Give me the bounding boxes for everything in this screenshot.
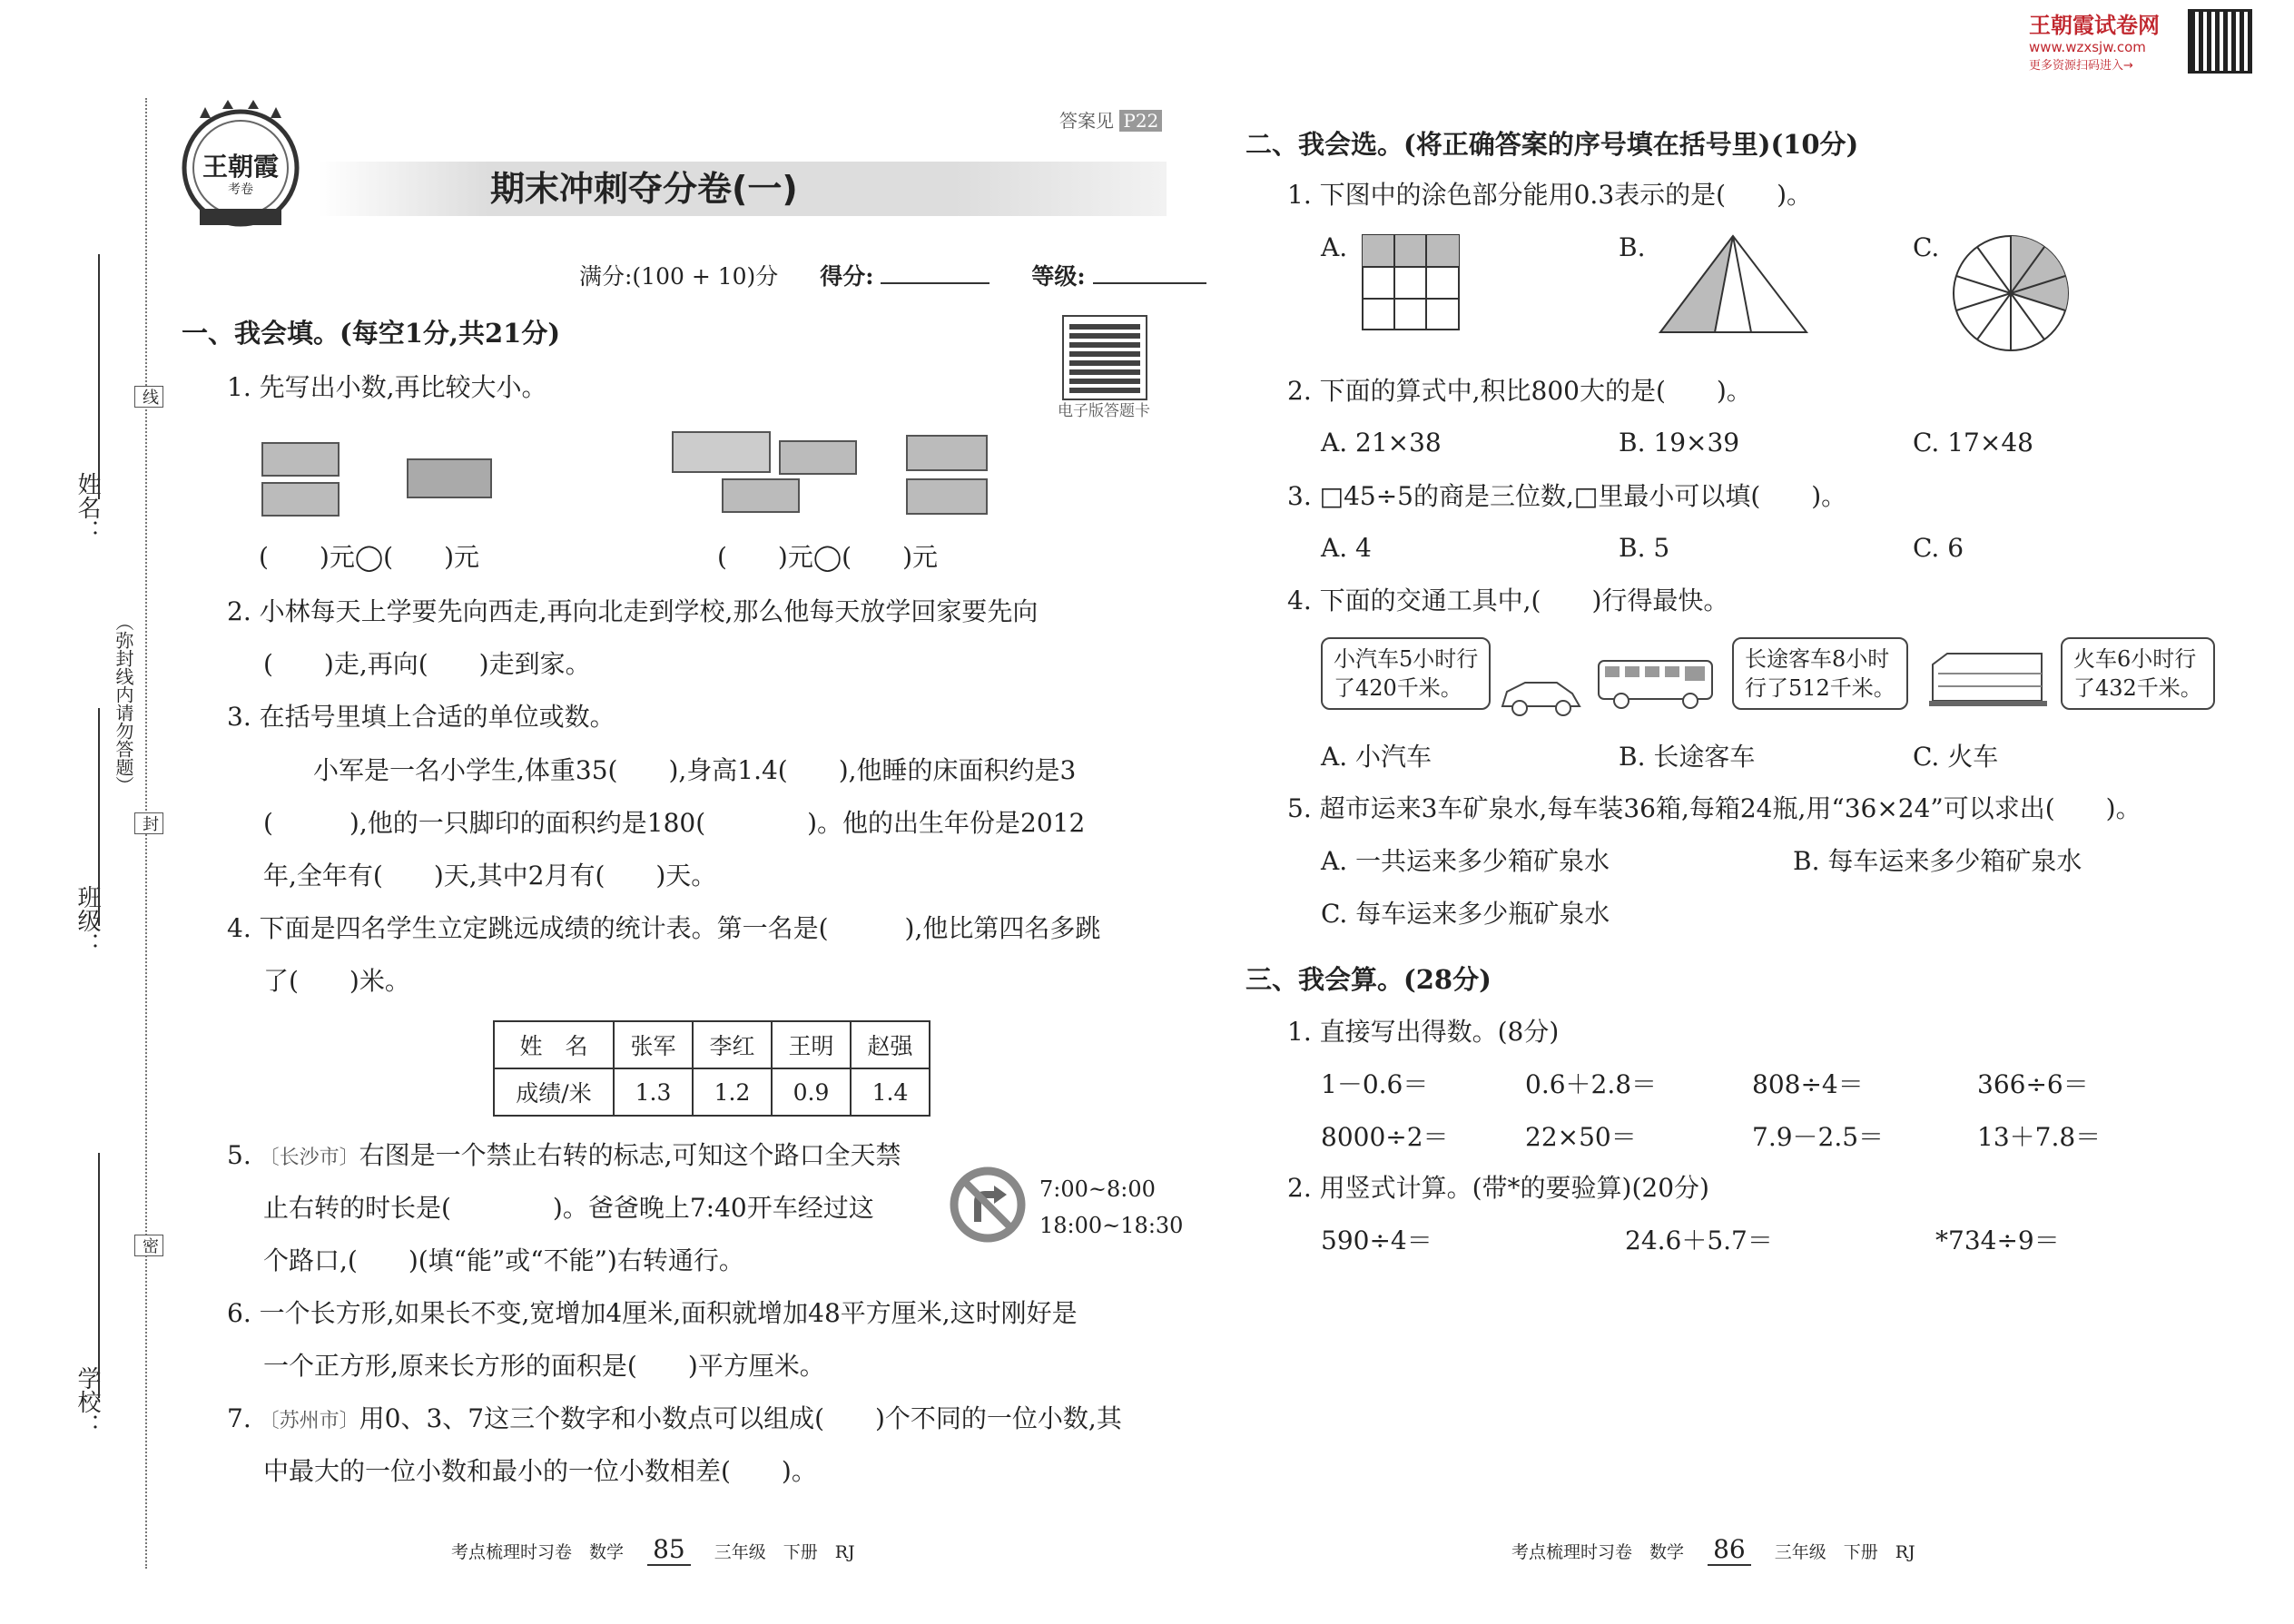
banknote-icon (261, 442, 340, 477)
q2-line2[interactable]: ( )走,再向( )走到家。 (263, 649, 591, 679)
sign-time-1: 7:00~8:00 (1039, 1176, 1156, 1202)
pie-figure (1952, 234, 2070, 356)
score-label: 得分: (820, 263, 874, 290)
banknote-icon (261, 482, 340, 517)
q7-region-tag: 〔苏州市〕 (259, 1410, 359, 1432)
section-2-title: 二、我会选。(将正确答案的序号填在括号里)(10分) (1245, 129, 1859, 160)
name-label: 姓名： (74, 472, 101, 543)
grade-blank[interactable] (1093, 282, 1206, 284)
q5-line2[interactable]: 止右转的时长是( )。爸爸晚上7:40开车经过这 (263, 1193, 874, 1223)
q2-line1: 2. 小林每天上学要先向西走,再向北走到学校,那么他每天放学回家要先向 (227, 596, 1039, 626)
table-cell: 1.2 (693, 1068, 772, 1116)
score-blank[interactable] (881, 282, 989, 284)
c5-opt-c[interactable]: C. 每车运来多少瓶矿泉水 (1321, 899, 1610, 929)
k1-item[interactable]: 0.6＋2.8＝ (1525, 1069, 1658, 1099)
grade-label: 等级: (1031, 263, 1086, 290)
footer-left-page: 85 (647, 1534, 691, 1566)
footer-left (451, 1534, 855, 1568)
train-card-line1: 火车6小时行 (2073, 646, 2197, 672)
k1-item[interactable]: 8000÷2＝ (1321, 1122, 1449, 1152)
c4-text[interactable]: 4. 下面的交通工具中,( )行得最快。 (1287, 586, 1729, 615)
c1-text[interactable]: 1. 下图中的涂色部分能用0.3表示的是( )。 (1287, 180, 1812, 210)
page-title: 期末冲刺夺分卷(一) (490, 169, 798, 209)
c4-opt-b[interactable]: B. 长途客车 (1619, 742, 1756, 772)
q5-line3[interactable]: 个路口,( )(填“能”或“不能”)右转通行。 (263, 1245, 744, 1275)
table-row (494, 1068, 930, 1116)
footer-left-series: 考点梳理时习卷 数学 (451, 1542, 625, 1562)
k1-item[interactable]: 366÷6＝ (1977, 1069, 2089, 1099)
q7-line2[interactable]: 中最大的一位小数和最小的一位小数相差( )。 (263, 1456, 817, 1486)
brand-name: 王朝霞 (202, 152, 279, 182)
table-cell: 1.3 (614, 1068, 693, 1116)
q3-line1[interactable]: 小军是一名小学生,体重35( ),身高1.4( ),他睡的床面积约是3 (313, 755, 1077, 785)
q5-number: 5. (227, 1140, 260, 1170)
c5-opt-a[interactable]: A. 一共运来多少箱矿泉水 (1321, 846, 1610, 876)
k1-item[interactable]: 808÷4＝ (1752, 1069, 1864, 1099)
footer-left-grade: 三年级 下册 RJ (714, 1542, 855, 1562)
k1-text: 1. 直接写出得数。(8分) (1287, 1017, 1560, 1047)
c4-opt-c[interactable]: C. 火车 (1913, 742, 1999, 772)
q3-line3[interactable]: 年,全年有( )天,其中2月有( )天。 (263, 861, 717, 891)
table-cell: 成绩/米 (494, 1068, 614, 1116)
banknote-icon (779, 440, 857, 475)
banknote-icon (672, 431, 771, 473)
seal-char-2: 封 (134, 812, 163, 834)
bus-card-line2: 行了512千米。 (1745, 675, 1895, 701)
site-url: www.wzxsjw.com (2029, 39, 2146, 55)
triangle-figure (1659, 234, 1808, 338)
k2-item[interactable]: *734÷9＝ (1935, 1225, 2060, 1255)
score-line (579, 261, 1206, 292)
q1-blank-a[interactable]: ( )元◯( )元 (259, 542, 480, 572)
table-cell: 张军 (614, 1021, 693, 1068)
q5-text: 右图是一个禁止右转的标志,可知这个路口全天禁 (359, 1140, 901, 1170)
bus-card-line1: 长途客车8小时 (1745, 646, 1890, 672)
site-qr-icon[interactable] (2188, 9, 2252, 74)
school-underline (98, 1153, 100, 1398)
train-icon (1929, 646, 2047, 715)
table-cell: 1.4 (851, 1068, 930, 1116)
c5-text[interactable]: 5. 超市运来3车矿泉水,每车装36箱,每箱24瓶,用“36×24”可以求出( )。 (1287, 793, 2141, 823)
car-card-line1: 小汽车5小时行 (1334, 646, 1479, 672)
k1-item[interactable]: 22×50＝ (1525, 1122, 1637, 1152)
c3-opt-c[interactable]: C. 6 (1913, 533, 1964, 563)
full-score: 满分:(100 + 10)分 (579, 263, 779, 290)
c2-opt-c[interactable]: C. 17×48 (1913, 428, 2033, 458)
site-logo[interactable] (2029, 7, 2160, 73)
answer-ref-label: 答案见 (1059, 110, 1114, 132)
school-label: 学校： (74, 1366, 101, 1437)
q1-text: 1. 先写出小数,再比较大小。 (227, 372, 547, 402)
banknote-icon (722, 478, 800, 513)
c3-opt-b[interactable]: B. 5 (1619, 533, 1670, 563)
section-3-title: 三、我会算。(28分) (1245, 964, 1492, 995)
banknote-icon (407, 458, 492, 498)
c2-opt-a[interactable]: A. 21×38 (1321, 428, 1442, 458)
q3-line2[interactable]: ( ),他的一只脚印的面积约是180( )。他的出生年份是2012 (263, 808, 1086, 838)
c4-opt-a[interactable]: A. 小汽车 (1321, 742, 1433, 772)
k2-item[interactable]: 590÷4＝ (1321, 1225, 1433, 1255)
qr-caption: 电子版答题卡 (1058, 402, 1150, 420)
class-underline (98, 708, 100, 926)
car-speech-card (1321, 637, 1491, 710)
qr-code-small[interactable] (1069, 322, 1140, 393)
q5-line1 (227, 1140, 901, 1174)
no-right-turn-sign-icon (949, 1166, 1027, 1244)
car-icon (1498, 672, 1584, 721)
jump-score-table (493, 1020, 930, 1117)
brand-sub: 考卷 (228, 182, 253, 197)
table-header-row (494, 1021, 930, 1068)
table-cell: 姓 名 (494, 1021, 614, 1068)
c3-opt-a[interactable]: A. 4 (1321, 533, 1372, 563)
section-1-title: 一、我会填。(每空1分,共21分) (182, 318, 561, 349)
banknote-icon (906, 435, 988, 471)
site-tagline: 更多资源扫码进入→ (2029, 59, 2133, 73)
footer-right (1511, 1534, 1915, 1568)
q4-line1: 4. 下面是四名学生立定跳远成绩的统计表。第一名是( ),他比第四名多跳 (227, 913, 1101, 943)
train-speech-card (2061, 637, 2215, 710)
q1-blank-b[interactable]: ( )元◯( )元 (717, 542, 939, 572)
c1-opt-a[interactable]: A. (1321, 232, 1348, 262)
bus-icon (1596, 655, 1718, 715)
k1-item[interactable]: 1－0.6＝ (1321, 1069, 1429, 1099)
brand-logo (172, 100, 309, 236)
name-underline (98, 254, 100, 499)
banknote-icon (906, 478, 988, 515)
train-card-line2: 了432千米。 (2073, 675, 2202, 701)
seal-char-1: 线 (134, 386, 163, 408)
answer-ref (1059, 105, 1162, 136)
k1-item[interactable]: 7.9－2.5＝ (1752, 1122, 1885, 1152)
table-cell: 赵强 (851, 1021, 930, 1068)
seal-char-3: 密 (134, 1235, 163, 1256)
table-cell: 王明 (772, 1021, 851, 1068)
k2-text: 2. 用竖式计算。(带*的要验算)(20分) (1287, 1173, 1709, 1203)
q7-text: 用0、3、7这三个数字和小数点可以组成( )个不同的一位小数,其 (359, 1403, 1122, 1433)
car-card-line2: 了420千米。 (1334, 675, 1462, 701)
c3-text[interactable]: 3. □45÷5的商是三位数,□里最小可以填( )。 (1287, 481, 1847, 511)
q7-line1[interactable] (227, 1403, 1122, 1437)
c1-opt-c[interactable]: C. (1913, 232, 1940, 262)
q3-text: 3. 在括号里填上合适的单位或数。 (227, 702, 615, 732)
q4-line2[interactable]: 了( )米。 (263, 966, 410, 996)
q5-region-tag: 〔长沙市〕 (259, 1147, 359, 1169)
k1-item[interactable]: 13＋7.8＝ (1977, 1122, 2102, 1152)
c5-opt-b[interactable]: B. 每车运来多少箱矿泉水 (1793, 846, 2082, 876)
class-label: 班级： (74, 885, 101, 956)
k2-item[interactable]: 24.6＋5.7＝ (1625, 1225, 1773, 1255)
c2-opt-b[interactable]: B. 19×39 (1619, 428, 1740, 458)
seal-note: （弥封线内请勿答题） (113, 613, 134, 794)
sign-time-2: 18:00~18:30 (1039, 1213, 1184, 1238)
answer-ref-page: P22 (1119, 110, 1162, 132)
footer-right-page: 86 (1708, 1534, 1751, 1566)
footer-right-series: 考点梳理时习卷 数学 (1511, 1542, 1685, 1562)
c1-opt-b[interactable]: B. (1619, 232, 1646, 262)
bus-speech-card (1732, 637, 1908, 710)
table-cell: 0.9 (772, 1068, 851, 1116)
q7-number: 7. (227, 1403, 260, 1433)
c2-text[interactable]: 2. 下面的算式中,积比800大的是( )。 (1287, 376, 1752, 406)
grid-figure (1362, 234, 1460, 334)
q6-line1: 6. 一个长方形,如果长不变,宽增加4厘米,面积就增加48平方厘米,这时刚好是 (227, 1298, 1078, 1328)
footer-right-grade: 三年级 下册 RJ (1774, 1542, 1915, 1562)
q6-line2[interactable]: 一个正方形,原来长方形的面积是( )平方厘米。 (263, 1351, 825, 1381)
table-cell: 李红 (693, 1021, 772, 1068)
site-name: 王朝霞试卷网 (2029, 13, 2160, 38)
